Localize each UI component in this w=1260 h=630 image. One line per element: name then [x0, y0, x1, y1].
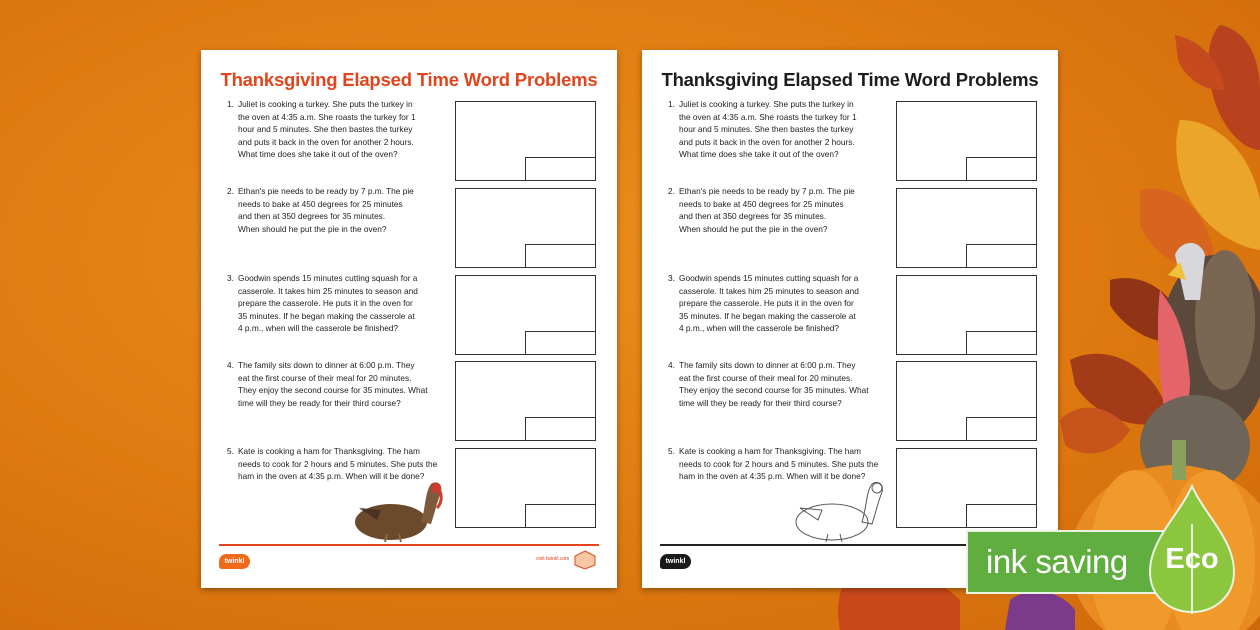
answer-box: [455, 188, 596, 268]
answer-box: [455, 275, 596, 355]
problem-line: needs to bake at 450 degrees for 25 minutes: [238, 198, 403, 209]
problem-line: 35 minutes. If he began making the casserole at: [238, 310, 415, 321]
answer-box: [896, 188, 1037, 268]
problem-number: 2.: [668, 186, 675, 196]
problem-line: Kate is cooking a ham for Thanksgiving. The ham: [679, 446, 861, 456]
problem-number: 5.: [227, 446, 234, 456]
answer-field: [525, 244, 596, 268]
problem-line: What time does she take it out of the oven?: [679, 149, 839, 160]
worksheet-title: Thanksgiving Elapsed Time Word Problems: [220, 69, 598, 90]
turkey-illustration: [1140, 243, 1260, 495]
turkey-clipart-outline: [792, 478, 892, 543]
answer-field: [966, 417, 1037, 441]
problem-line: needs to cook for 2 hours and 5 minutes. She puts the: [238, 458, 438, 469]
problem-line: Juliet is cooking a turkey. She puts the turkey in: [679, 99, 854, 109]
problem-line: casserole. It takes him 25 minutes to season and: [238, 285, 418, 296]
problem-line: 4 p.m., when will the casserole be finished?: [238, 323, 399, 334]
answer-box: [896, 275, 1037, 355]
problem-line: They enjoy the second course for 35 minutes. What: [679, 385, 869, 396]
problem-line: and puts it back in the oven for another 2 hours.: [679, 136, 855, 147]
worksheet-title: Thanksgiving Elapsed Time Word Problems: [661, 69, 1039, 90]
problem-line: eat the first course of their meal for 20 minutes.: [679, 372, 853, 383]
answer-field: [525, 417, 596, 441]
answer-field: [966, 244, 1037, 268]
answer-box: [455, 361, 596, 441]
problem-1: [668, 98, 890, 161]
problem-line: time will they be ready for their third course?: [238, 397, 401, 408]
problem-line: Ethan's pie needs to be ready by 7 p.m. The pie: [679, 186, 855, 196]
problem-line: 35 minutes. If he began making the casserole at: [679, 310, 856, 321]
problem-2: [227, 185, 449, 235]
worksheet-preview-colour: [201, 50, 617, 588]
problem-line: hour and 5 minutes. She then bastes the turkey: [679, 124, 854, 135]
twinkl-logo: twinkl: [660, 554, 691, 569]
problem-line: prepare the casserole. He puts it in the oven for: [679, 298, 854, 309]
footer-divider: [219, 544, 599, 546]
answer-field: [525, 157, 596, 181]
problem-number: 2.: [227, 186, 234, 196]
problem-line: the oven at 4:35 a.m. She roasts the turkey for 1: [238, 111, 416, 122]
problem-4: [227, 359, 449, 409]
problem-line: needs to cook for 2 hours and 5 minutes. She puts the: [679, 458, 879, 469]
problem-4: [668, 359, 890, 409]
problem-number: 1.: [227, 99, 234, 109]
problem-line: Goodwin spends 15 minutes cutting squash for a: [238, 273, 418, 283]
problem-number: 4.: [668, 360, 675, 370]
problem-line: Kate is cooking a ham for Thanksgiving. The ham: [238, 446, 420, 456]
answer-box: [455, 101, 596, 181]
problem-line: Ethan's pie needs to be ready by 7 p.m. The pie: [238, 186, 414, 196]
problem-line: needs to bake at 450 degrees for 25 minutes: [679, 198, 844, 209]
problem-number: 3.: [227, 273, 234, 283]
ink-saving-label: ink saving: [986, 543, 1128, 580]
problem-line: the oven at 4:35 a.m. She roasts the turkey for 1: [679, 111, 857, 122]
problem-line: ham in the oven at 4:35 p.m. When will it be done?: [679, 471, 866, 482]
problem-line: The family sits down to dinner at 6:00 p.m. They: [238, 360, 415, 370]
problem-line: What time does she take it out of the oven?: [238, 149, 398, 160]
problem-number: 1.: [668, 99, 675, 109]
problem-line: Juliet is cooking a turkey. She puts the turkey in: [238, 99, 413, 109]
problem-line: Goodwin spends 15 minutes cutting squash for a: [679, 273, 859, 283]
turkey-clipart: [351, 478, 451, 543]
problem-line: time will they be ready for their third course?: [679, 397, 842, 408]
problem-number: 3.: [668, 273, 675, 283]
problem-line: eat the first course of their meal for 20 minutes.: [238, 372, 412, 383]
problem-line: and then at 350 degrees for 35 minutes.: [679, 211, 827, 222]
problem-1: [227, 98, 449, 161]
eco-label: Eco: [1165, 543, 1219, 575]
problem-line: and then at 350 degrees for 35 minutes.: [238, 211, 386, 222]
problem-line: and puts it back in the oven for another 2 hours.: [238, 136, 414, 147]
answer-field: [966, 504, 1037, 528]
problem-line: casserole. It takes him 25 minutes to season and: [679, 285, 859, 296]
problem-line: When should he put the pie in the oven?: [679, 223, 828, 234]
answer-field: [966, 331, 1037, 355]
answer-field: [966, 157, 1037, 181]
answer-field: [525, 504, 596, 528]
answer-box: [455, 448, 596, 528]
problem-3: [227, 272, 449, 335]
problem-line: When should he put the pie in the oven?: [238, 223, 387, 234]
answer-box: [896, 101, 1037, 181]
worksheet-preview-mono: [642, 50, 1058, 588]
problem-line: 4 p.m., when will the casserole be finished?: [679, 323, 840, 334]
problem-number: 5.: [668, 446, 675, 456]
answer-field: [525, 331, 596, 355]
problem-number: 4.: [227, 360, 234, 370]
answer-box: [896, 448, 1037, 528]
problem-line: The family sits down to dinner at 6:00 p.m. They: [679, 360, 856, 370]
answer-box: [896, 361, 1037, 441]
problem-line: They enjoy the second course for 35 minutes. What: [238, 385, 428, 396]
problem-3: [668, 272, 890, 335]
badge-icon: [574, 550, 596, 570]
visit-link-text: visit twinkl.com: [536, 556, 570, 562]
problem-line: prepare the casserole. He puts it in the oven for: [238, 298, 413, 309]
problem-2: [668, 185, 890, 235]
problem-line: hour and 5 minutes. She then bastes the turkey: [238, 124, 413, 135]
twinkl-logo: twinkl: [219, 554, 250, 569]
problem-line: ham in the oven at 4:35 p.m. When will it be done?: [238, 471, 425, 482]
